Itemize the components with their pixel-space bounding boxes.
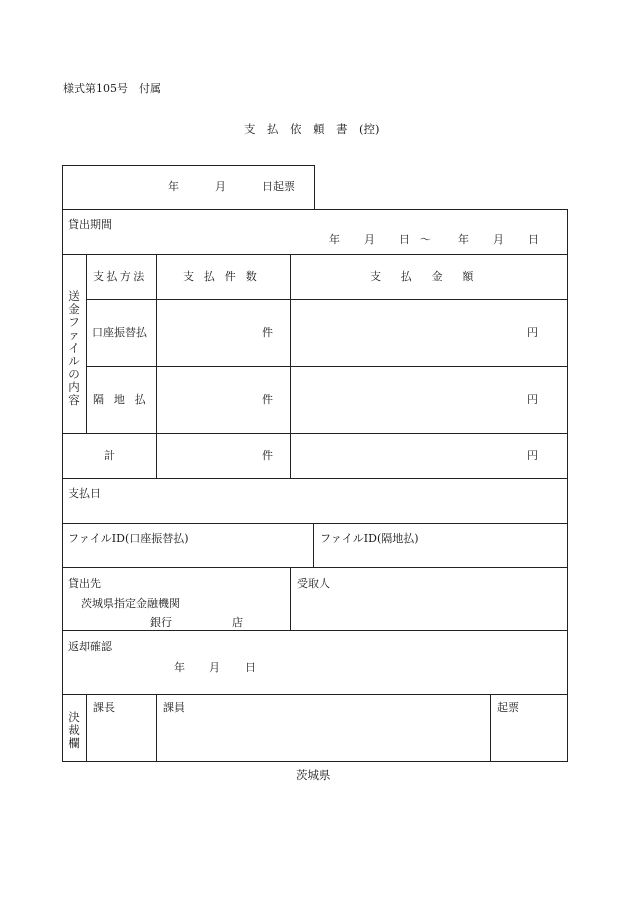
rule xyxy=(62,523,568,524)
issue-day-suffix: 日起票 xyxy=(262,180,295,193)
rule xyxy=(62,630,568,631)
issue-month-unit: 月 xyxy=(215,180,226,193)
lender-institution: 茨城県指定金融機関 xyxy=(81,597,180,610)
loan-start-day-unit: 日 xyxy=(399,233,410,246)
section-chief-label: 課長 xyxy=(93,701,115,714)
rule xyxy=(86,299,568,300)
approval-side-label: 決裁欄 xyxy=(68,710,80,750)
row-amount-unit: 円 xyxy=(527,393,538,406)
rule xyxy=(62,433,568,434)
rule xyxy=(62,254,568,255)
loan-start-month-unit: 月 xyxy=(364,233,375,246)
total-count-unit: 件 xyxy=(262,449,273,462)
lender-branch-unit: 店 xyxy=(232,616,243,629)
return-confirm-label: 返却確認 xyxy=(68,640,112,653)
rule xyxy=(290,254,291,478)
rule xyxy=(86,254,87,433)
file-id-remote-label: ファイルID(隔地払) xyxy=(320,532,419,545)
return-day-unit: 日 xyxy=(245,661,256,674)
document-title: 支 払 依 頼 書 (控) xyxy=(244,122,380,136)
return-year-unit: 年 xyxy=(174,661,185,674)
rule xyxy=(62,478,568,479)
rule xyxy=(62,567,568,568)
rule xyxy=(156,694,157,761)
rule xyxy=(490,694,491,761)
loan-end-day-unit: 日 xyxy=(528,233,539,246)
total-amount-unit: 円 xyxy=(527,449,538,462)
total-label: 計 xyxy=(104,449,115,462)
period-tilde: 〜 xyxy=(420,233,431,246)
header-payment-amount: 支払金額 xyxy=(370,270,494,283)
row-count-unit: 件 xyxy=(262,326,273,339)
header-payment-method: 支払方法 xyxy=(93,270,147,283)
loan-end-year-unit: 年 xyxy=(458,233,469,246)
loan-start-year-unit: 年 xyxy=(329,233,340,246)
rule xyxy=(62,761,568,762)
header-payment-count: 支払件数 xyxy=(183,270,267,283)
lender-bank-unit: 銀行 xyxy=(150,616,172,629)
loan-end-month-unit: 月 xyxy=(493,233,504,246)
rule xyxy=(86,366,568,367)
rule xyxy=(290,567,291,630)
rule xyxy=(314,165,315,209)
return-month-unit: 月 xyxy=(209,661,220,674)
loan-period-label: 貸出期間 xyxy=(68,218,112,231)
lender-label: 貸出先 xyxy=(68,577,101,590)
transfer-contents-side-label: 送金ファイルの内容 xyxy=(68,289,80,407)
rule xyxy=(567,209,568,761)
rule xyxy=(62,694,568,695)
rule xyxy=(62,165,314,166)
file-id-account-transfer-label: ファイルID(口座振替払) xyxy=(68,532,189,545)
rule xyxy=(313,523,314,567)
issue-year-unit: 年 xyxy=(168,180,179,193)
row-count-unit: 件 xyxy=(262,393,273,406)
rule xyxy=(156,254,157,478)
rule xyxy=(62,209,568,210)
rule xyxy=(86,694,87,761)
staff-label: 課員 xyxy=(163,701,185,714)
drafter-label: 起票 xyxy=(497,701,519,714)
row-amount-unit: 円 xyxy=(527,326,538,339)
row-method-remote: 隔地払 xyxy=(93,393,156,406)
recipient-label: 受取人 xyxy=(297,577,330,590)
rule xyxy=(62,165,63,761)
issuer-prefecture: 茨城県 xyxy=(296,768,331,782)
row-method-account-transfer: 口座振替払 xyxy=(92,326,147,339)
payment-date-label: 支払日 xyxy=(68,487,101,500)
form-number: 様式第105号 付属 xyxy=(63,82,161,95)
